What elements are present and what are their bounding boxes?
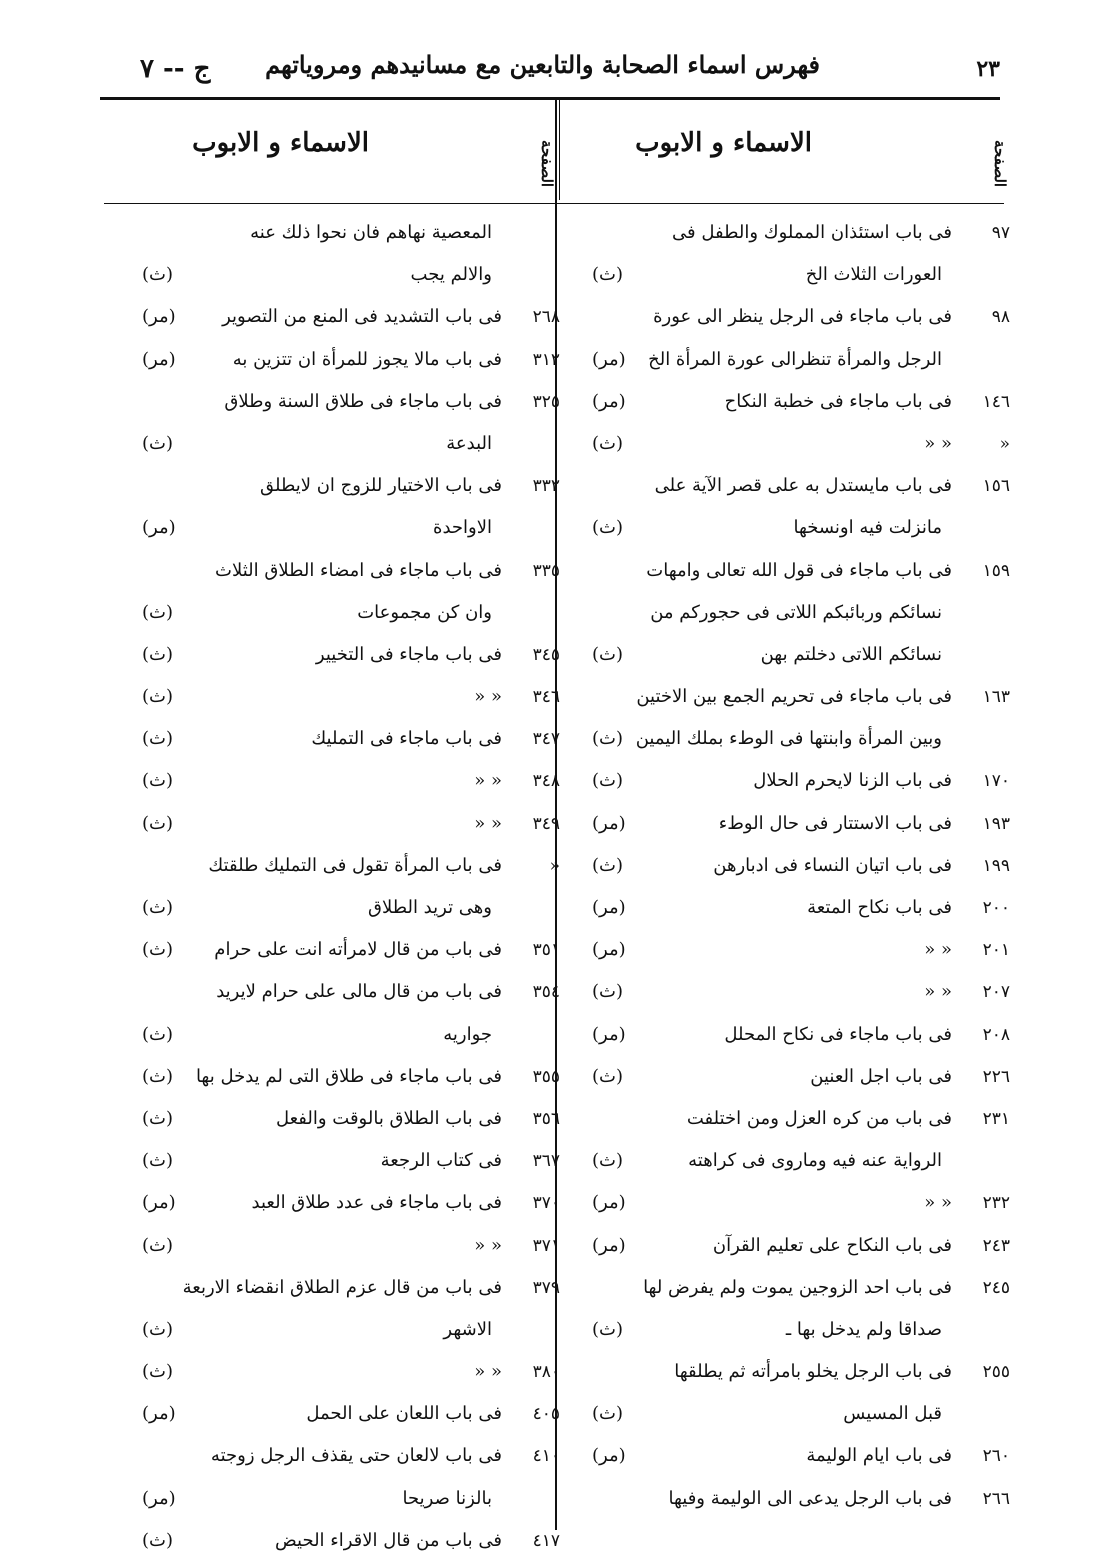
index-entry — [120, 1182, 560, 1224]
entry-tag: (مر) — [142, 1487, 176, 1509]
entry-title: فى باب ماجاء فى خطبة النكاح — [724, 390, 952, 412]
entry-tag: (ث) — [592, 770, 623, 792]
entry-page-number: ٣٥٤ — [532, 982, 560, 1003]
entry-page-number: ٣٤٥ — [532, 644, 560, 665]
entry-title: فى باب مايستدل به على قصر الآية على — [654, 475, 952, 497]
entry-page-number: ٢٢٦ — [982, 1066, 1010, 1087]
index-entry — [120, 634, 560, 676]
entry-title: « « — [924, 1192, 952, 1214]
page-number: ٢٣ — [976, 56, 1000, 82]
entry-title: فى باب لالعان حتى يقذف الرجل زوجته — [210, 1445, 502, 1467]
index-entry — [120, 929, 560, 971]
entry-tag: (ث) — [142, 1529, 173, 1551]
index-entry — [120, 845, 560, 887]
entry-page-number: ٣٧٩ — [532, 1277, 560, 1298]
index-entry — [570, 676, 1010, 718]
entry-title: فى باب ماجاء فى الرجل ينظر الى عورة — [653, 306, 952, 328]
entry-page-number: ٣٤٩ — [532, 813, 560, 834]
column-divider-inner — [559, 100, 560, 200]
index-entry — [570, 887, 1010, 929]
entry-page-number: ٣٥٦ — [532, 1108, 560, 1129]
index-entry — [570, 1098, 1010, 1140]
entry-page-number: ٣٨٠ — [532, 1362, 560, 1383]
index-entry — [570, 1351, 1010, 1393]
entry-page-number: ٣٣٥ — [532, 560, 560, 581]
index-entry — [120, 1393, 560, 1435]
index-entry — [570, 1478, 1010, 1520]
index-entry — [120, 1267, 560, 1309]
index-entry — [570, 592, 1010, 634]
index-entry — [120, 971, 560, 1013]
entry-tag: (مر) — [142, 348, 176, 370]
entry-page-number: ٣٥٥ — [532, 1066, 560, 1087]
entry-title: فى باب الرجل يخلو بامرأته ثم يطلقها — [674, 1361, 952, 1383]
entry-title: فى باب اتيان النساء فى ادبارهن — [713, 854, 952, 876]
entry-tag: (ث) — [142, 812, 173, 834]
entry-tag: (ث) — [592, 728, 623, 750]
index-entry — [120, 1014, 560, 1056]
entry-title: فى باب الطلاق بالوقت والفعل — [275, 1107, 502, 1129]
entry-page-number: ٣٧٠ — [532, 1193, 560, 1214]
entry-tag: (ث) — [592, 1403, 623, 1425]
entry-tag: (مر) — [592, 897, 626, 918]
index-entry — [570, 212, 1010, 254]
entry-page-number: ٣١٢ — [532, 349, 560, 370]
index-entry — [570, 845, 1010, 887]
index-entry — [120, 507, 560, 549]
entry-title: « « — [924, 432, 952, 454]
entry-tag: (ث) — [142, 601, 173, 623]
entry-page-number: ٢٦٨ — [532, 307, 560, 328]
entry-title: الرواية عنه فيه وماروى فى كراهته — [688, 1150, 942, 1172]
entry-title: فى باب ماجاء فى التخيير — [315, 643, 502, 665]
index-entry — [120, 803, 560, 845]
index-entry — [570, 339, 1010, 381]
index-entry — [120, 423, 560, 465]
entry-title: جواريه — [443, 1023, 492, 1045]
page-header — [100, 50, 1000, 90]
entry-title: صداقا ولم يدخل بها ـ — [785, 1318, 942, 1340]
entry-title: فى كتاب الرجعة — [380, 1150, 502, 1172]
entry-title: فى باب ماجاء فى تحريم الجمع بين الاختين — [636, 686, 952, 708]
entry-page-number: ٩٨ — [991, 307, 1010, 328]
index-entry — [570, 1267, 1010, 1309]
entry-tag: (ث) — [142, 432, 173, 454]
entry-page-number: ١٩٣ — [982, 813, 1010, 834]
entry-page-number: ٤٠٥ — [532, 1404, 560, 1425]
left-index-column — [120, 212, 560, 1562]
entry-tag: (ث) — [142, 1234, 173, 1256]
entry-page-number: ٤١٠ — [532, 1446, 560, 1467]
entry-page-number: ١٩٩ — [982, 855, 1010, 876]
entry-tag: (ث) — [142, 770, 173, 792]
entry-title: فى باب ماجاء فى امضاء الطلاق الثلاث — [215, 559, 502, 581]
index-entry — [120, 592, 560, 634]
entry-page-number: ٢٣٢ — [982, 1193, 1010, 1214]
entry-tag: (مر) — [142, 517, 176, 539]
entry-page-number: « — [549, 855, 560, 876]
entry-title: فى باب الاستتار فى حال الوطء — [718, 812, 952, 834]
entry-title: فى باب ايام الوليمة — [806, 1445, 952, 1467]
entry-tag: (ث) — [142, 939, 173, 961]
entry-title: « « — [924, 981, 952, 1003]
index-entry — [120, 1098, 560, 1140]
entry-tag: (ث) — [592, 1150, 623, 1172]
entry-tag: (ث) — [142, 1318, 173, 1340]
entry-tag: (ث) — [592, 1065, 623, 1087]
entry-title: فى باب من كره العزل ومن اختلفت — [686, 1107, 952, 1129]
index-entry — [120, 1056, 560, 1098]
entry-tag: (مر) — [592, 348, 626, 370]
entry-tag: (ث) — [142, 1361, 173, 1383]
entry-page-number: ٢٤٥ — [982, 1277, 1010, 1298]
entry-title: فى باب من قال لامرأته انت على حرام — [214, 939, 502, 961]
entry-tag: (ث) — [142, 643, 173, 665]
entry-title: فى باب من قال عزم الطلاق انقضاء الاربعة — [182, 1276, 502, 1298]
index-entry — [120, 1309, 560, 1351]
entry-title: « « — [474, 770, 502, 792]
entry-page-number: ٣٤٨ — [532, 771, 560, 792]
entry-title: فى باب مالا يجوز للمرأة ان تتزين به — [232, 348, 502, 370]
index-entry — [570, 971, 1010, 1013]
entry-title: فى باب ماجاء فى قول الله تعالى وامهات — [646, 559, 952, 581]
left-number-header: الصفحة — [538, 139, 556, 187]
entry-title: فى باب التشديد فى المنع من التصوير — [222, 306, 502, 328]
page-title: فهرس اسماء الصحابة والتابعين مع مسانيدهم ومروياتهم — [265, 50, 820, 79]
index-entry — [570, 1140, 1010, 1182]
entry-tag: (مر) — [592, 390, 626, 412]
index-entry — [570, 1393, 1010, 1435]
index-entry — [120, 465, 560, 507]
entry-tag: (مر) — [592, 1445, 626, 1467]
entry-title: فى باب نكاح المتعة — [807, 897, 952, 918]
column-header-rule — [104, 203, 1004, 204]
entry-title: « « — [474, 686, 502, 708]
entry-tag: (ث) — [142, 1065, 173, 1087]
entry-page-number: ١٧٠ — [982, 771, 1010, 792]
index-entry — [120, 550, 560, 592]
index-entry — [120, 339, 560, 381]
index-entry — [570, 1056, 1010, 1098]
entry-page-number: ٩٧ — [991, 223, 1010, 243]
header-rule — [100, 97, 1000, 100]
entry-title: « « — [474, 812, 502, 834]
entry-page-number: ١٥٦ — [982, 476, 1010, 497]
entry-page-number: ٤١٧ — [532, 1530, 560, 1551]
entry-title: نسائكم اللاتى دخلتم بهن — [760, 643, 942, 665]
index-entry — [120, 1351, 560, 1393]
entry-page-number: ٢٤٣ — [982, 1235, 1010, 1256]
index-entry — [120, 1435, 560, 1477]
index-entry — [570, 465, 1010, 507]
entry-title: المعصية نهاهم فان نحوا ذلك عنه — [250, 222, 492, 243]
entry-page-number: ٣٢٥ — [532, 391, 560, 412]
index-entry — [120, 1225, 560, 1267]
entry-title: الرجل والمرأة تنظرالى عورة المرأة الخ — [648, 348, 942, 370]
entry-tag: (ث) — [142, 1150, 173, 1172]
index-entry — [120, 254, 560, 296]
entry-page-number: ٣٦٧ — [532, 1151, 560, 1172]
entry-tag: (مر) — [142, 306, 176, 328]
entry-title: فى باب احد الزوجين يموت ولم يفرض لها — [643, 1276, 952, 1298]
entry-tag: (ث) — [592, 981, 623, 1003]
entry-tag: (مر) — [592, 812, 626, 834]
right-title-header: الاسماء و الابوب — [635, 128, 812, 158]
entry-page-number: ٣٥١ — [532, 940, 560, 961]
entry-title: « « — [924, 939, 952, 961]
entry-page-number: ٣٤٦ — [532, 687, 560, 708]
entry-page-number: ٢٥٥ — [982, 1362, 1010, 1383]
entry-title: وان كن مجموعات — [357, 601, 492, 623]
entry-tag: (ث) — [142, 1107, 173, 1129]
entry-tag: (ث) — [592, 517, 623, 539]
entry-page-number: ٢٦٦ — [982, 1488, 1010, 1509]
index-entry — [570, 1014, 1010, 1056]
right-number-header: الصفحة — [991, 139, 1009, 187]
entry-title: وبين المرأة وابنتها فى الوطء بملك اليمين — [635, 728, 942, 750]
entry-page-number: ٣٣٢ — [532, 476, 560, 497]
entry-title: وهى تريد الطلاق — [368, 897, 492, 918]
entry-title: العورات الثلاث الخ — [805, 264, 942, 286]
entry-tag: (ث) — [592, 264, 623, 286]
entry-title: « « — [474, 1361, 502, 1383]
index-entry — [570, 423, 1010, 465]
entry-title: فى باب ماجاء فى التمليك — [311, 728, 502, 750]
index-entry — [120, 296, 560, 338]
entry-title: الاشهر — [443, 1318, 492, 1340]
entry-title: مانزلت فيه اونسخها — [793, 517, 942, 539]
entry-tag: (مر) — [142, 1192, 176, 1214]
index-entry — [120, 760, 560, 802]
entry-tag: (ث) — [142, 728, 173, 750]
index-entry — [570, 254, 1010, 296]
entry-title: فى باب اللعان على الحمل — [306, 1403, 502, 1425]
entry-tag: (ث) — [142, 897, 173, 918]
entry-title: فى باب الرجل يدعى الى الوليمة وفيها — [668, 1487, 952, 1509]
entry-title: بالزنا صريحا — [402, 1487, 492, 1509]
index-entry — [570, 929, 1010, 971]
entry-tag: (مر) — [592, 1023, 626, 1045]
entry-title: فى باب الزنا لايحرم الحلال — [753, 770, 952, 792]
entry-title: فى باب ماجاء فى عدد طلاق العبد — [251, 1192, 502, 1214]
entry-tag: (ث) — [592, 432, 623, 454]
index-entry — [120, 212, 560, 254]
entry-tag: (ث) — [142, 264, 173, 286]
entry-page-number: « — [999, 433, 1010, 454]
entry-page-number: ١٤٦ — [982, 391, 1010, 412]
index-entry — [570, 1435, 1010, 1477]
entry-title: فى باب من قال مالى على حرام لايريد — [216, 981, 502, 1003]
entry-title: فى باب استئذان المملوك والطفل فى — [672, 222, 952, 243]
index-entry — [120, 1140, 560, 1182]
entry-title: فى باب النكاح على تعليم القرآن — [712, 1234, 952, 1256]
index-entry — [570, 803, 1010, 845]
index-entry — [120, 718, 560, 760]
index-entry — [570, 634, 1010, 676]
entry-page-number: ١٦٣ — [982, 687, 1010, 708]
index-entry — [570, 1182, 1010, 1224]
entry-title: الاواحدة — [433, 517, 492, 539]
entry-title: البدعة — [446, 432, 492, 454]
entry-title: فى باب ماجاء فى طلاق السنة وطلاق — [224, 390, 502, 412]
index-entry — [120, 381, 560, 423]
entry-title: قبل المسيس — [843, 1403, 942, 1425]
entry-tag: (ث) — [142, 1023, 173, 1045]
left-title-header: الاسماء و الابوب — [192, 128, 369, 158]
index-entry — [570, 1225, 1010, 1267]
entry-page-number: ٢٠٧ — [982, 982, 1010, 1003]
index-entry — [570, 381, 1010, 423]
volume-label: ج -- ٧ — [140, 54, 211, 84]
entry-page-number: ٣٧١ — [532, 1235, 560, 1256]
entry-tag: (ث) — [592, 854, 623, 876]
index-entry — [120, 1478, 560, 1520]
entry-page-number: ٢٦٠ — [982, 1446, 1010, 1467]
entry-title: فى باب المرأة تقول فى التمليك طلقتك — [208, 854, 502, 876]
entry-title: فى باب ماجاء فى نكاح المحلل — [724, 1023, 952, 1045]
entry-tag: (مر) — [592, 939, 626, 961]
entry-title: « « — [474, 1234, 502, 1256]
entry-title: والالم يجب — [410, 264, 492, 286]
right-index-column — [570, 212, 1010, 1520]
entry-tag: (ث) — [592, 1318, 623, 1340]
entry-title: فى باب اجل العنين — [810, 1065, 952, 1087]
entry-page-number: ٢٠٠ — [982, 898, 1010, 918]
entry-title: نسائكم وربائبكم اللاتى فى حجوركم من — [650, 601, 942, 623]
index-entry — [120, 676, 560, 718]
index-entry — [570, 760, 1010, 802]
entry-tag: (ث) — [142, 686, 173, 708]
entry-title: فى باب الاختيار للزوج ان لايطلق — [259, 475, 502, 497]
entry-page-number: ٢٠١ — [982, 940, 1010, 961]
index-entry — [570, 718, 1010, 760]
entry-tag: (ث) — [592, 643, 623, 665]
entry-tag: (مر) — [142, 1403, 176, 1425]
entry-title: فى باب من قال الاقراء الحيض — [274, 1529, 502, 1551]
index-entry — [570, 550, 1010, 592]
entry-tag: (مر) — [592, 1234, 626, 1256]
entry-tag: (مر) — [592, 1192, 626, 1214]
index-entry — [570, 296, 1010, 338]
entry-page-number: ٢٣١ — [982, 1108, 1010, 1129]
index-entry — [120, 887, 560, 929]
index-entry — [570, 1309, 1010, 1351]
entry-page-number: ٢٠٨ — [982, 1024, 1010, 1045]
entry-page-number: ٣٤٧ — [532, 729, 560, 750]
entry-page-number: ١٥٩ — [982, 560, 1010, 581]
entry-title: فى باب ماجاء فى طلاق التى لم يدخل بها — [195, 1065, 502, 1087]
index-entry — [570, 507, 1010, 549]
